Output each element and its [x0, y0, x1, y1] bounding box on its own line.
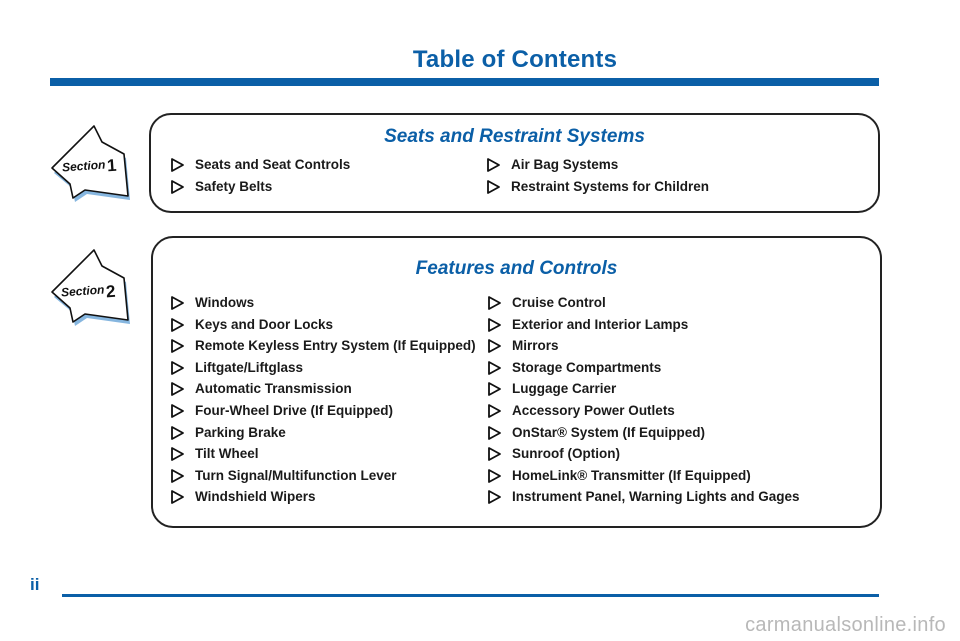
toc-item-label: OnStar® System (If Equipped)	[512, 424, 705, 440]
triangle-bullet-icon	[488, 426, 501, 440]
triangle-bullet-icon	[488, 361, 501, 375]
toc-item-air-bag-systems[interactable]	[487, 154, 709, 176]
toc-item-label: Liftgate/Liftglass	[195, 359, 304, 375]
toc-item-instrument-panel[interactable]	[488, 486, 800, 508]
triangle-bullet-icon	[488, 490, 501, 504]
triangle-bullet-icon	[488, 447, 501, 461]
section-1-badge[interactable]	[44, 118, 139, 213]
toc-item-restraint-systems-for-children[interactable]	[487, 176, 709, 198]
toc-item-turn-signal-lever[interactable]	[171, 465, 476, 487]
triangle-bullet-icon	[488, 339, 501, 353]
triangle-bullet-icon	[171, 447, 184, 461]
toc-item-label: Automatic Transmission	[195, 381, 352, 397]
toc-item-four-wheel-drive[interactable]	[171, 400, 476, 422]
section-1-right-column	[487, 154, 709, 197]
triangle-bullet-icon	[171, 158, 184, 172]
toc-item-parking-brake[interactable]	[171, 422, 476, 444]
triangle-bullet-icon	[487, 180, 500, 194]
section-2-badge[interactable]	[44, 242, 139, 337]
toc-item-label: Instrument Panel, Warning Lights and Gages	[512, 489, 800, 505]
triangle-bullet-icon	[171, 361, 184, 375]
section-1-box	[149, 113, 880, 213]
section-2-badge-label: Section	[60, 282, 105, 300]
toc-item-storage-compartments[interactable]	[488, 357, 800, 379]
section-2-badge-number: 2	[105, 281, 117, 302]
toc-item-homelink-transmitter[interactable]	[488, 465, 800, 487]
triangle-bullet-icon	[487, 158, 500, 172]
toc-item-label: Turn Signal/Multifunction Lever	[195, 467, 397, 483]
toc-item-seats-and-seat-controls[interactable]	[171, 154, 350, 176]
section-2-title[interactable]: Features and Controls	[415, 258, 618, 279]
toc-item-label: Seats and Seat Controls	[195, 157, 351, 172]
watermark: carmanualsonline.info	[745, 614, 946, 636]
triangle-bullet-icon	[488, 404, 501, 418]
footer-rule	[62, 594, 879, 597]
toc-item-automatic-transmission[interactable]	[171, 378, 476, 400]
toc-item-cruise-control[interactable]	[488, 292, 800, 314]
toc-item-label: Exterior and Interior Lamps	[512, 316, 689, 332]
toc-item-luggage-carrier[interactable]	[488, 378, 800, 400]
toc-item-label: Parking Brake	[195, 424, 286, 440]
section-1-title[interactable]: Seats and Restraint Systems	[384, 126, 645, 147]
section-2-left-column	[171, 292, 476, 508]
triangle-bullet-icon	[171, 339, 184, 353]
toc-item-onstar-system[interactable]	[488, 422, 800, 444]
toc-item-windows[interactable]	[171, 292, 476, 314]
toc-item-accessory-power-outlets[interactable]	[488, 400, 800, 422]
triangle-bullet-icon	[171, 296, 184, 310]
section-2-right-column	[488, 292, 800, 508]
triangle-bullet-icon	[171, 490, 184, 504]
toc-item-safety-belts[interactable]	[171, 176, 350, 198]
toc-item-sunroof[interactable]	[488, 443, 800, 465]
section-1-badge-label: Section	[61, 157, 106, 175]
toc-item-windshield-wipers[interactable]	[171, 486, 476, 508]
toc-item-liftgate-liftglass[interactable]	[171, 357, 476, 379]
toc-item-label: Storage Compartments	[512, 359, 662, 375]
page-number: ii	[30, 575, 40, 594]
page-title: Table of Contents	[412, 46, 618, 73]
toc-item-label: Four-Wheel Drive (If Equipped)	[195, 402, 393, 418]
triangle-bullet-icon	[171, 180, 184, 194]
section-1-badge-number: 1	[106, 155, 118, 176]
toc-item-label: Tilt Wheel	[195, 446, 259, 462]
toc-item-label: Windows	[195, 295, 255, 310]
section-1-left-column	[171, 154, 350, 197]
toc-item-label: Mirrors	[512, 338, 559, 354]
toc-item-label: Remote Keyless Entry System (If Equipped)	[195, 338, 476, 354]
toc-item-mirrors[interactable]	[488, 335, 800, 357]
toc-item-label: HomeLink® Transmitter (If Equipped)	[512, 467, 751, 483]
triangle-bullet-icon	[171, 426, 184, 440]
triangle-bullet-icon	[171, 318, 184, 332]
toc-item-remote-keyless-entry[interactable]	[171, 335, 476, 357]
toc-item-keys-and-door-locks[interactable]	[171, 314, 476, 336]
toc-item-label: Accessory Power Outlets	[512, 402, 675, 418]
toc-item-label: Safety Belts	[195, 178, 273, 194]
toc-item-label: Sunroof (Option)	[512, 446, 620, 462]
triangle-bullet-icon	[488, 318, 501, 332]
toc-item-label: Air Bag Systems	[511, 157, 619, 172]
toc-item-label: Keys and Door Locks	[195, 316, 334, 332]
title-rule	[50, 78, 879, 86]
triangle-bullet-icon	[171, 404, 184, 418]
triangle-bullet-icon	[171, 469, 184, 483]
toc-item-tilt-wheel[interactable]	[171, 443, 476, 465]
section-2-box	[151, 236, 882, 528]
triangle-bullet-icon	[488, 469, 501, 483]
toc-item-label: Cruise Control	[512, 295, 606, 310]
toc-item-label: Luggage Carrier	[512, 381, 617, 397]
triangle-bullet-icon	[171, 382, 184, 396]
toc-item-label: Restraint Systems for Children	[511, 178, 710, 194]
triangle-bullet-icon	[488, 382, 501, 396]
triangle-bullet-icon	[488, 296, 501, 310]
toc-item-label: Windshield Wipers	[195, 489, 316, 505]
toc-item-exterior-interior-lamps[interactable]	[488, 314, 800, 336]
